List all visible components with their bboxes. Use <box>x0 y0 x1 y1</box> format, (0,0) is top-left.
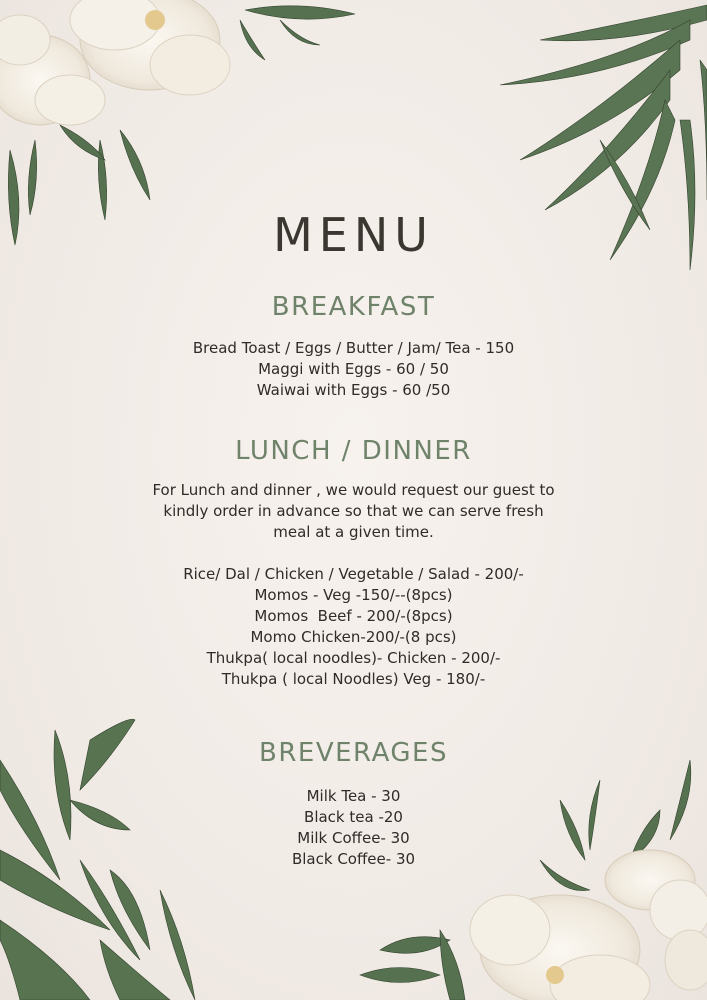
menu-item: Black tea -20 <box>304 808 403 826</box>
menu-item: Momos Beef - 200/-(8pcs) <box>254 607 453 625</box>
lunch-dinner-note <box>130 480 577 543</box>
note-line: kindly order in advance so that we can serve fresh <box>163 502 544 520</box>
note-line: For Lunch and dinner , we would request our guest to <box>152 481 555 499</box>
menu-item: Waiwai with Eggs - 60 /50 <box>256 381 451 399</box>
menu-item: Rice/ Dal / Chicken / Vegetable / Salad - 200/- <box>183 565 524 583</box>
menu-title: MENU <box>273 208 434 262</box>
menu-item: Thukpa( local noodles)- Chicken - 200/- <box>206 649 501 667</box>
menu-item: Thukpa ( local Noodles) Veg - 180/- <box>221 670 486 688</box>
menu-item: Momos - Veg -150/--(8pcs) <box>254 586 453 604</box>
note-line: meal at a given time. <box>273 523 434 541</box>
breakfast-heading: BREAKFAST <box>271 292 436 322</box>
menu-item: Momo Chicken-200/-(8 pcs) <box>250 628 457 646</box>
breakfast-items <box>0 338 707 401</box>
menu-item: Milk Tea - 30 <box>306 787 401 805</box>
beverages-heading: BREVERAGES <box>259 738 448 768</box>
beverages-items <box>0 786 707 870</box>
menu-item: Milk Coffee- 30 <box>297 829 410 847</box>
menu-item: Black Coffee- 30 <box>291 850 416 868</box>
menu-item: Bread Toast / Eggs / Butter / Jam/ Tea - 150 <box>192 339 515 357</box>
lunch-dinner-heading: LUNCH / DINNER <box>235 436 472 466</box>
lunch-dinner-items <box>0 564 707 690</box>
menu-item: Maggi with Eggs - 60 / 50 <box>258 360 449 378</box>
